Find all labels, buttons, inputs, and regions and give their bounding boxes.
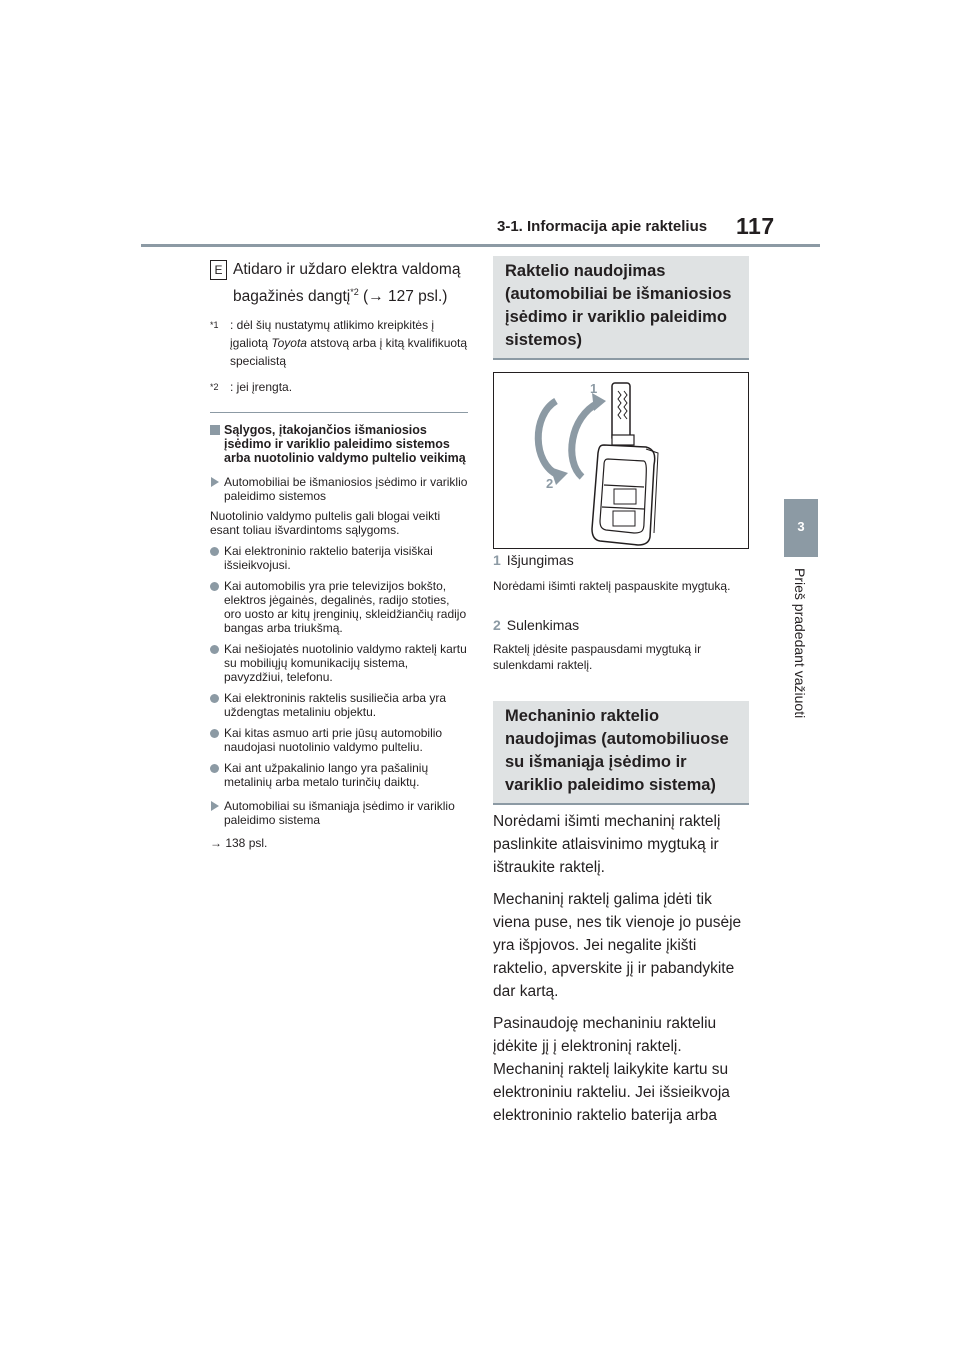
section-heading-text: Raktelio naudojimas (automobiliai be išmaniosios įsėdimo ir variklio paleidimo sistemos)	[505, 262, 732, 349]
key-illustration	[493, 372, 749, 549]
paragraph: Norėdami išimti mechaninį raktelį paslinkite atlaisvinimo mygtuką ir ištraukite raktelį.	[493, 813, 721, 876]
figure-label-2: 2	[546, 476, 554, 491]
e-item-text: Atidaro ir uždaro elektra valdomą bagažinės dangtį	[233, 261, 461, 306]
paragraph: Mechaninį raktelį galima įdėti tik viena puse, nes tik vienoje jo pusėje yra išpjovos. Jei negalite įkišti raktelio, apverskite jį ir pabandykite dar kartą.	[493, 891, 742, 1000]
circle-bullet-icon	[210, 582, 219, 591]
page-reference: → 138 psl.	[210, 836, 268, 851]
section-heading-mechanical-key	[493, 701, 749, 805]
footnote-brand: Toyota	[271, 336, 307, 351]
e-item	[210, 258, 468, 308]
footnote-1	[210, 316, 468, 370]
section-heading-rule	[493, 358, 749, 360]
circle-bullet-icon	[210, 694, 219, 703]
circle-bullet-icon	[210, 645, 219, 654]
conditions-heading-text: Sąlygos, įtakojančios išmaniosios įsėdimo ir variklio paleidimo sistemos arba nuotolinio valdymo pultelio veikimą	[224, 423, 466, 466]
square-bullet-icon	[210, 425, 220, 435]
mechanical-key-text	[493, 810, 751, 1136]
divider	[210, 412, 468, 413]
footnote-text: : jei įrengta.	[230, 380, 293, 395]
subheading-text: Automobiliai be išmaniosios įsėdimo ir variklio paleidimo sistemos	[224, 475, 468, 504]
step-2	[493, 617, 579, 633]
chapter-label: Prieš pradedant važiuoti	[792, 568, 808, 719]
condition-text: Kai automobilis yra prie televizijos bokšto, elektros jėgainės, degalinės, radijo stoties, oro uosto ar kitų įrenginių, skleidžiančių radijo bangas arba triukšmą.	[224, 579, 467, 636]
condition-bullet	[210, 642, 468, 684]
condition-bullet	[210, 761, 468, 789]
footnote-mark: *1	[210, 320, 219, 331]
condition-text: Kai kitas asmuo arti prie jūsų automobilio naudojasi nuotolinio valdymo pulteliu.	[224, 726, 443, 755]
step-1-description: Norėdami išimti raktelį paspauskite mygtuką.	[493, 579, 731, 593]
folding-key-icon	[494, 373, 748, 548]
page-number: 117	[736, 213, 775, 239]
condition-bullet	[210, 544, 468, 572]
condition-bullet	[210, 726, 468, 754]
triangle-bullet-icon	[211, 477, 219, 487]
condition-text: Kai ant užpakalinio lango yra pašalinių metalinių arba metalo turinčių daiktų.	[224, 761, 429, 790]
condition-bullet	[210, 691, 468, 719]
chapter-number: 3	[797, 519, 805, 534]
footnote-text: : dėl šių nustatymų atlikimo kreipkitės į įgaliotą	[230, 318, 435, 351]
fold-arrow-icon	[538, 401, 558, 475]
intro-paragraph: Nuotolinio valdymo pultelis gali blogai veikti esant toliau išvardintoms sąlygoms.	[210, 509, 441, 538]
paragraph: Pasinaudoję mechaniniu rakteliu įdėkite jį į elektroninį raktelį. Mechaninį raktelį laikykite kartu su elektroniniu rakteliu. Jei išsieikvoja elektroninio raktelio baterija arba	[493, 1015, 730, 1124]
section-heading-text: Mechaninio raktelio naudojimas (automobiliuose su išmaniąja įsėdimo ir variklio paleidimo sistema)	[505, 707, 729, 794]
condition-text: Kai elektroninio raktelio baterija visiškai išsieikvojusi.	[224, 544, 433, 573]
header-rule	[141, 244, 820, 247]
conditions-list	[210, 544, 468, 789]
e-badge: E	[210, 260, 227, 280]
subheading-no-smart-entry	[210, 475, 468, 503]
footnote-2	[210, 378, 468, 396]
condition-text: Kai elektroninis raktelis susiliečia arba yra uždengtas metaliniu objektu.	[224, 691, 447, 720]
section-heading-key-usage	[493, 256, 749, 360]
circle-bullet-icon	[210, 547, 219, 556]
condition-text: Kai nešiojatės nuotolinio valdymo raktelį kartu su mobiliųjų komunikacijų sistema, pavyzdžiui, telefonu.	[224, 642, 467, 685]
circle-bullet-icon	[210, 764, 219, 773]
e-item-sup: *2	[350, 287, 359, 297]
e-item-ref: (→ 127 psl.)	[358, 288, 448, 306]
left-column	[210, 258, 468, 850]
condition-bullet	[210, 579, 468, 635]
step-number: 1	[493, 552, 501, 568]
figure-label-1: 1	[590, 381, 598, 396]
step-label: Sulenkimas	[506, 617, 580, 633]
subheading-text: Automobiliai su išmaniąja įsėdimo ir variklio paleidimo sistema	[224, 799, 455, 828]
step-label: Išjungimas	[506, 552, 574, 568]
section-title: 3-1. Informacija apie raktelius	[497, 218, 708, 235]
unfold-arrow-icon	[572, 403, 598, 477]
circle-bullet-icon	[210, 729, 219, 738]
triangle-bullet-icon	[211, 801, 219, 811]
footnote-mark: *2	[210, 382, 219, 393]
footnote-text-end: atstovą arba į kitą kvalifikuotą specialistą	[230, 336, 468, 369]
chapter-tab	[784, 499, 818, 557]
step-number: 2	[493, 617, 501, 633]
step-1	[493, 552, 574, 568]
step-2-description: Raktelį įdėsite paspausdami mygtuką ir sulenkdami raktelį.	[493, 642, 702, 672]
conditions-heading	[210, 423, 468, 465]
section-heading-rule	[493, 803, 749, 805]
subheading-smart-entry	[210, 799, 468, 827]
